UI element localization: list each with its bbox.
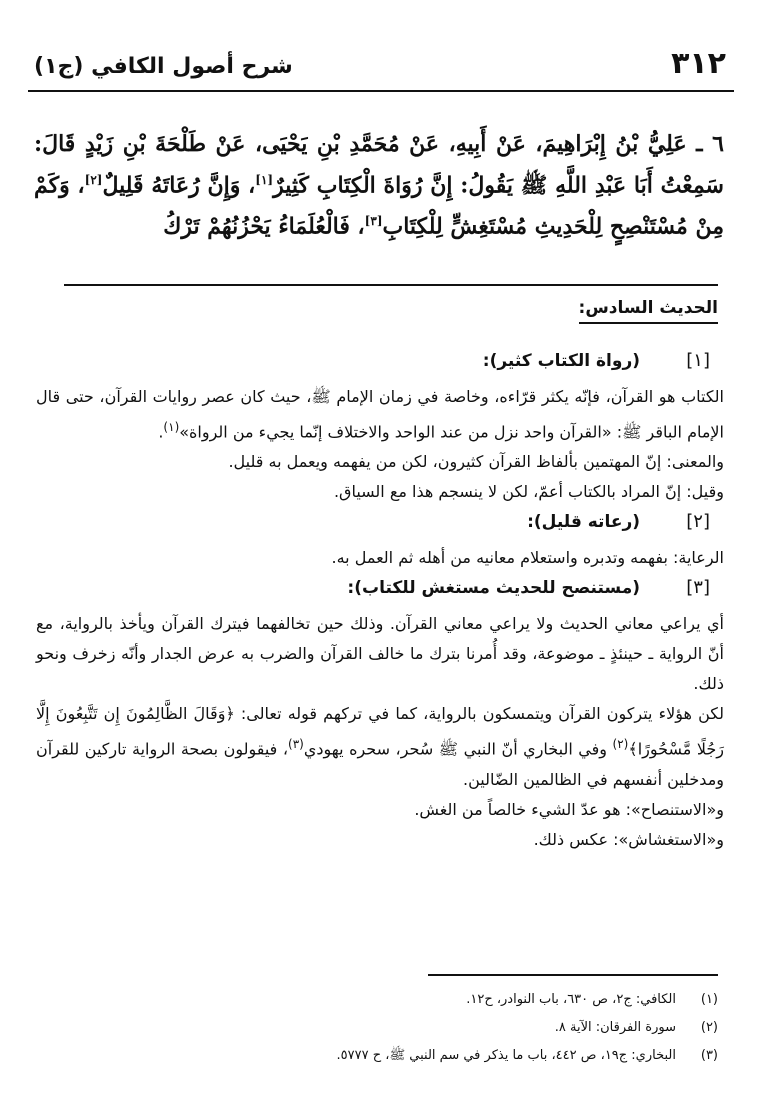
hadith-text-part-2: ، وَإِنَّ رُعَاتَهُ قَلِيلٌ bbox=[102, 172, 256, 199]
section-title: الحديث السادس: bbox=[579, 298, 718, 324]
note-number: [٣] bbox=[686, 577, 710, 599]
note-text: وفي البخاري أنّ النبي ﷺ سُحر، سحره يهودي bbox=[303, 739, 607, 759]
footnote-item bbox=[58, 986, 718, 1014]
note-entry-header bbox=[36, 350, 726, 382]
note-title: (رعاته قليل): bbox=[527, 512, 640, 533]
hadith-text bbox=[34, 126, 724, 245]
note-title: (رواة الكتاب كثير): bbox=[482, 351, 640, 371]
page-number: ٣١٢ bbox=[671, 46, 726, 81]
footnote-ref: (٣) bbox=[288, 737, 304, 752]
note-entry-1 bbox=[36, 350, 726, 507]
note-number: [٢] bbox=[686, 511, 710, 533]
note-text: الكتاب هو القرآن، فإنّه يكثر قرّاءه، وخاصة في زمان الإمام ﷺ، حيث كان عصر روايات القرآن، حتى قال الإمام الباقر ﷺ: «القرآن واحد نزل من عند الواحد والاختلاف إنّما يجيء من الرواة» bbox=[36, 387, 724, 442]
hadith-text-part-4: ، فَالْعُلَمَاءُ يَحْزُنُهُمْ تَرْكُ bbox=[163, 213, 365, 240]
page-header bbox=[28, 44, 734, 92]
note-paragraph: و«الاستغشاش»: عكس ذلك. bbox=[533, 829, 724, 849]
note-entry-2 bbox=[36, 511, 726, 573]
note-entry-header bbox=[36, 577, 726, 609]
footnote-ref: (١) bbox=[163, 420, 180, 434]
note-text: ، فيقولون بصحة الرواية تاركين للقرآن ومدخلين أنفسهم في الظالمين الضّالين. bbox=[36, 739, 724, 789]
note-paragraph: أي يراعي معاني الحديث ولا يراعي معاني القرآن. وذلك حين تخالفهما فيترك القرآن ويأخذ بالرواية، مع أنّ الرواية ـ حينئذٍ ـ موضوعة، وقد أُمرنا بترك ما خالف القرآن والضرب به عرض الجدار وأنّه زخرف ونحو ذلك. bbox=[36, 614, 724, 694]
commentary-notes bbox=[36, 350, 726, 859]
hadith-note-marker-2: [٢] bbox=[84, 173, 103, 187]
note-paragraph bbox=[36, 699, 726, 794]
footnote-text: البخاري: ج١٩، ص ٤٤٢، باب ما يذكر في سم النبي ﷺ، ح ٥٧٧٧. bbox=[336, 1048, 676, 1063]
hadith-text-part-3: ، وَكَمْ مِنْ مُسْتَنْصِحٍ لِلْحَدِيثِ مُسْتَغِشٍّ لِلْكِتَابِ bbox=[34, 172, 724, 240]
section-divider bbox=[64, 284, 718, 286]
note-entry-3 bbox=[36, 577, 726, 854]
note-paragraph: و«الاستنصاح»: هو عدّ الشيء خالصاً من الغش. bbox=[414, 799, 724, 819]
footnote-text: سورة الفرقان: الآية ٨. bbox=[554, 1020, 676, 1035]
hadith-text-part-1: ٦ ـ عَلِيُّ بْنُ إِبْرَاهِيمَ، عَنْ أَبِيهِ، عَنْ مُحَمَّدِ بْنِ يَحْيَى، عَنْ طَلْحَةَ بْنِ زَيْدٍ قَالَ: سَمِعْتُ أَبَا عَبْدِ اللَّهِ ﷺ يَقُولُ: إِنَّ رُوَاةَ الْكِتَابِ كَثِيرٌ bbox=[34, 131, 724, 199]
footnote-number: (٣) bbox=[700, 1048, 718, 1063]
footnote-number: (١) bbox=[700, 992, 718, 1007]
note-paragraph: وقيل: إنّ المراد بالكتاب أعمّ، لكن لا ينسجم هذا مع السياق. bbox=[333, 482, 724, 502]
note-title: (مستنصح للحديث مستغش للكتاب): bbox=[347, 578, 640, 599]
note-text: . bbox=[158, 422, 164, 442]
note-text: لكن هؤلاء يتركون القرآن ويتمسكون بالرواية، كما في تركهم قوله تعالى: ﴿وَقَالَ الظَّالِمُونَ إِن تَتَّبِعُونَ إِلَّا رَجُلًا مَّسْحُورًا﴾ bbox=[36, 704, 725, 759]
note-entry-header bbox=[36, 511, 726, 543]
footnote-item bbox=[58, 1014, 718, 1042]
footnote-divider bbox=[428, 974, 718, 976]
hadith-note-marker-3: [٣] bbox=[364, 214, 383, 229]
note-number: [١] bbox=[686, 350, 710, 371]
footnotes bbox=[58, 986, 718, 1070]
footnote-item bbox=[58, 1042, 718, 1070]
note-paragraph bbox=[36, 382, 726, 447]
running-title: شرح أصول الكافي (ج١) bbox=[34, 54, 293, 79]
hadith-note-marker-1: [١] bbox=[255, 173, 274, 187]
footnote-number: (٢) bbox=[700, 1020, 718, 1035]
footnote-ref: (٢) bbox=[612, 737, 629, 752]
footnote-text: الكافي: ج٢، ص ٦٣٠، باب النوادر، ح١٢. bbox=[466, 992, 676, 1007]
note-paragraph: الرعاية: بفهمه وتدبره واستعلام معانيه من أهله ثم العمل به. bbox=[331, 548, 724, 568]
note-paragraph: والمعنى: إنّ المهتمين بألفاظ القرآن كثيرون، لكن من يفهمه ويعمل به قليل. bbox=[228, 452, 724, 472]
